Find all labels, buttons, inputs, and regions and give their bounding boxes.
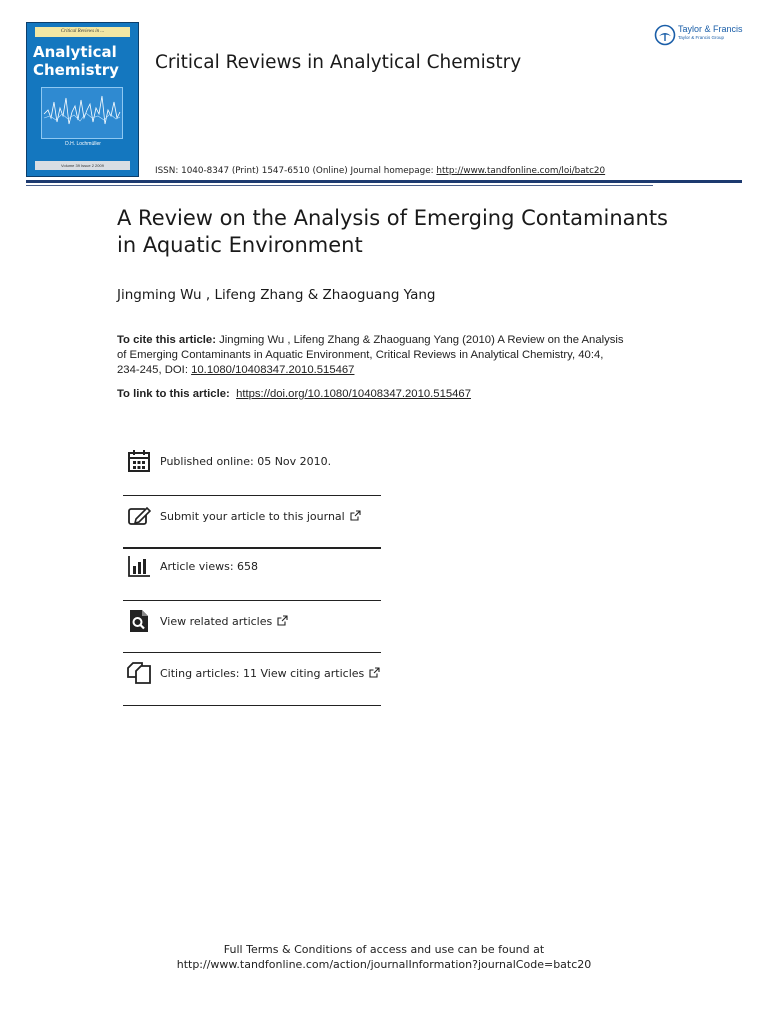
article-link-label: To link to this article: bbox=[117, 388, 230, 400]
submit-article-link[interactable] bbox=[160, 510, 361, 523]
terms-text: Full Terms & Conditions of access and use can be found at bbox=[223, 943, 545, 956]
related-articles-text: View related articles bbox=[160, 615, 273, 628]
publisher-group: Taylor & Francis Group bbox=[678, 35, 725, 40]
journal-issn bbox=[155, 166, 605, 176]
cover-graphic bbox=[41, 87, 123, 139]
external-link-icon bbox=[277, 615, 288, 626]
header-rule bbox=[26, 180, 742, 183]
terms-footer bbox=[0, 942, 768, 972]
related-articles-row[interactable] bbox=[123, 597, 381, 649]
submit-article-row[interactable] bbox=[123, 492, 381, 544]
citing-articles-text: Citing articles: 11 View citing articles bbox=[160, 667, 365, 680]
terms-link[interactable]: http://www.tandfonline.com/action/journalInformation?journalCode=batc20 bbox=[176, 958, 592, 971]
issn-text: ISSN: 1040-8347 (Print) 1547-6510 (Online) Journal homepage: bbox=[155, 166, 437, 176]
submit-article-text: Submit your article to this journal bbox=[160, 510, 345, 523]
citation-block bbox=[117, 333, 627, 378]
article-doi-link[interactable]: https://doi.org/10.1080/10408347.2010.515467 bbox=[236, 388, 471, 400]
cover-series: Critical Reviews in ... bbox=[35, 27, 130, 37]
cover-footer: Volume 39 Issue 2 2009 bbox=[35, 161, 130, 170]
citation-label: To cite this article: bbox=[117, 334, 216, 346]
documents-icon bbox=[127, 661, 151, 685]
calendar-icon bbox=[127, 449, 151, 473]
citing-articles-row[interactable] bbox=[123, 649, 381, 701]
journal-homepage-link[interactable]: http://www.tandfonline.com/loi/batc20 bbox=[436, 166, 606, 176]
publisher-logo-icon bbox=[654, 24, 676, 46]
related-articles-link[interactable] bbox=[160, 615, 288, 628]
divider bbox=[123, 705, 381, 706]
journal-cover bbox=[26, 22, 139, 177]
published-online-row bbox=[123, 437, 381, 489]
cover-title: Analytical Chemistry bbox=[33, 43, 119, 79]
article-authors: Jingming Wu , Lifeng Zhang & Zhaoguang Yang bbox=[117, 287, 436, 303]
published-online-text: Published online: 05 Nov 2010. bbox=[160, 455, 332, 468]
citation-doi-link[interactable]: 10.1080/10408347.2010.515467 bbox=[191, 364, 355, 376]
header-rule-thin bbox=[26, 185, 653, 186]
external-link-icon bbox=[369, 667, 380, 678]
publisher-logo[interactable] bbox=[654, 22, 746, 48]
article-views-row bbox=[123, 542, 381, 594]
citation-text: Jingming Wu , Lifeng Zhang & Zhaoguang Yang (2010) A Review on the Analysis of Emerging Contaminants in Aquatic Environment, Critical Reviews in Analytical Chemistry, 40:4, 234-245, DOI: bbox=[117, 334, 624, 376]
cover-editor: D.H. Lochmüller bbox=[65, 141, 101, 147]
citing-articles-link[interactable] bbox=[160, 667, 380, 680]
search-document-icon bbox=[127, 609, 151, 633]
journal-title: Critical Reviews in Analytical Chemistry bbox=[155, 52, 522, 73]
external-link-icon bbox=[350, 510, 361, 521]
article-link-block bbox=[117, 388, 471, 400]
edit-icon bbox=[127, 504, 151, 528]
article-views-text: Article views: 658 bbox=[160, 560, 259, 573]
publisher-name: Taylor & Francis bbox=[678, 24, 743, 34]
article-title: A Review on the Analysis of Emerging Contaminants in Aquatic Environment bbox=[117, 206, 668, 257]
bar-chart-icon bbox=[127, 554, 151, 578]
